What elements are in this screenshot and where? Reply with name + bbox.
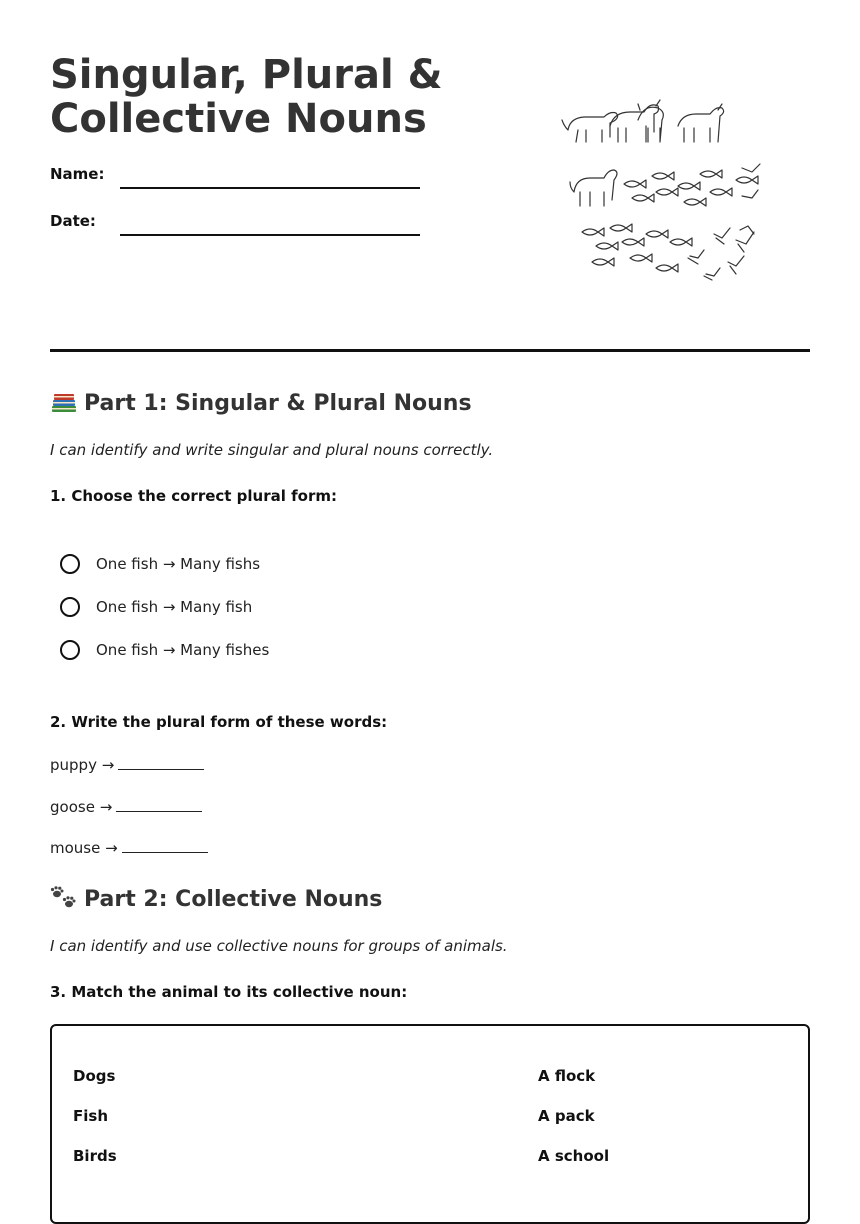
name-field[interactable] (120, 187, 420, 189)
title-line-1: Singular, Plural & (50, 52, 443, 98)
title-line-2: Collective Nouns (50, 96, 427, 142)
match-animal-fish[interactable]: Fish (73, 1107, 108, 1125)
worksheet-page (50, 0, 810, 1165)
q1-option-label: One fish → Many fishs (96, 555, 261, 573)
q1-option-fish[interactable] (60, 594, 252, 620)
part1-heading (50, 390, 472, 418)
answer-blank[interactable] (122, 838, 208, 853)
match-animal-dogs[interactable]: Dogs (73, 1067, 116, 1085)
plural-item-word: mouse → (50, 839, 118, 857)
radio-button[interactable] (60, 597, 80, 617)
q1-option-fishes[interactable] (60, 637, 269, 663)
radio-button[interactable] (60, 640, 80, 660)
part2-heading (50, 886, 382, 914)
plural-item-word: puppy → (50, 756, 115, 774)
paw-prints-icon (50, 886, 78, 910)
section-divider (50, 349, 810, 352)
question-1-label: 1. Choose the correct plural form: (50, 487, 337, 505)
q1-option-fishs[interactable] (60, 551, 260, 577)
match-group-school[interactable]: A school (538, 1147, 610, 1165)
plural-item-mouse (50, 838, 208, 857)
plural-item-goose (50, 797, 202, 816)
date-label: Date: (50, 212, 96, 230)
date-field[interactable] (120, 234, 420, 236)
radio-button[interactable] (60, 554, 80, 574)
q1-option-label: One fish → Many fishes (96, 641, 270, 659)
part2-subtitle: I can identify and use collective nouns for groups of animals. (50, 937, 508, 955)
part1-title: Part 1: Singular & Plural Nouns (84, 391, 472, 416)
q1-option-label: One fish → Many fish (96, 598, 253, 616)
answer-blank[interactable] (118, 755, 204, 770)
part2-title: Part 2: Collective Nouns (84, 887, 383, 912)
match-group-pack[interactable]: A pack (538, 1107, 595, 1125)
match-animal-birds[interactable]: Birds (73, 1147, 117, 1165)
question-3-label: 3. Match the animal to its collective noun: (50, 983, 408, 1001)
matching-box (50, 1024, 810, 1224)
part1-subtitle: I can identify and write singular and plural nouns correctly. (50, 441, 494, 459)
animals-illustration (560, 92, 770, 292)
answer-blank[interactable] (116, 797, 202, 812)
plural-item-puppy (50, 755, 204, 774)
question-2-label: 2. Write the plural form of these words: (50, 713, 388, 731)
worksheet-title (50, 53, 510, 141)
dog-icon (562, 100, 724, 142)
name-label: Name: (50, 165, 105, 183)
books-icon (50, 390, 78, 414)
plural-item-word: goose → (50, 798, 113, 816)
match-group-flock[interactable]: A flock (538, 1067, 596, 1085)
